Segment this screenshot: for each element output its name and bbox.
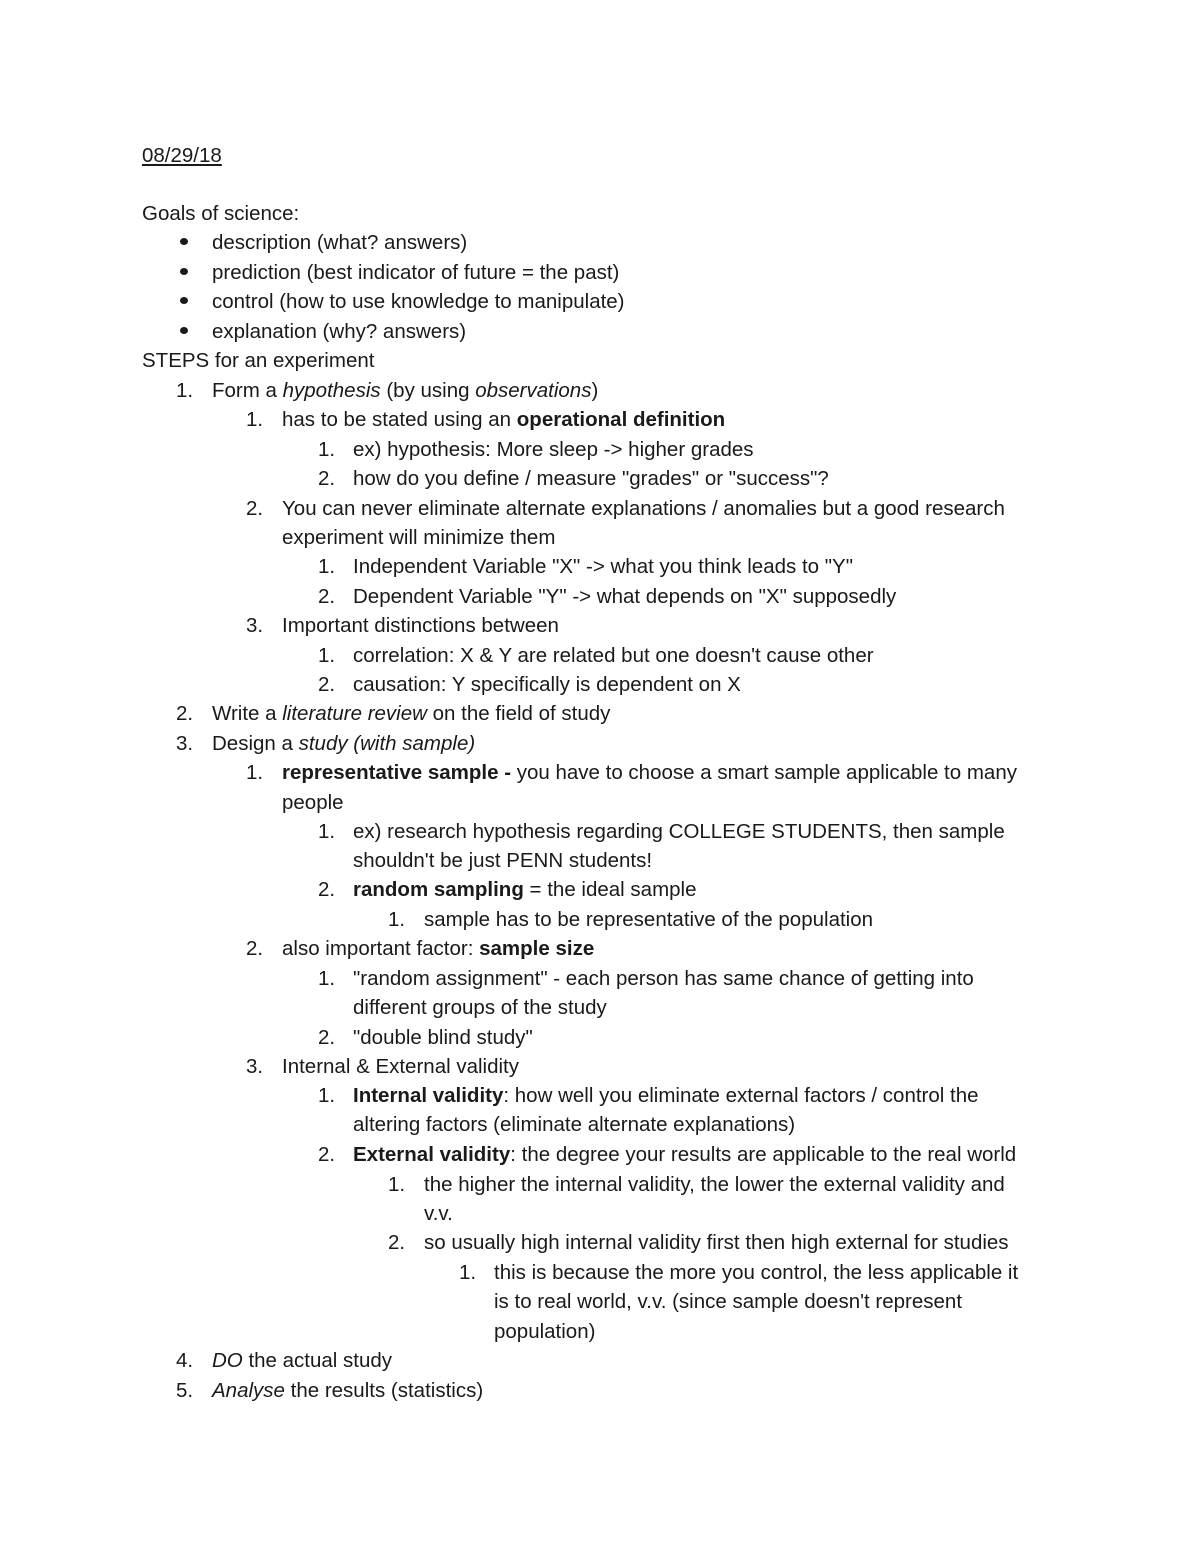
step-number: 1. bbox=[246, 408, 264, 431]
list-item: "double blind study" bbox=[353, 1026, 533, 1049]
step-5-text: Analyse the results (statistics) bbox=[212, 1379, 484, 1402]
list-item: altering factors (eliminate alternate explanations) bbox=[353, 1113, 796, 1136]
step-number: 1. bbox=[318, 1084, 336, 1107]
list-item: correlation: X & Y are related but one doesn't cause other bbox=[353, 644, 874, 667]
list-item: External validity: the degree your results are applicable to the real world bbox=[353, 1143, 1017, 1166]
date-heading: 08/29/18 bbox=[142, 144, 222, 167]
list-item: Dependent Variable "Y" -> what depends on "X" supposedly bbox=[353, 585, 897, 608]
list-item: Internal validity: how well you eliminate external factors / control the bbox=[353, 1084, 979, 1107]
step-number: 1. bbox=[176, 379, 194, 402]
step-3-2-text: also important factor: sample size bbox=[282, 937, 595, 960]
goal-item: control (how to use knowledge to manipulate) bbox=[212, 290, 625, 313]
step-3-1-text: representative sample - you have to choose a smart sample applicable to many bbox=[282, 761, 1017, 784]
list-item: the higher the internal validity, the lower the external validity and bbox=[424, 1173, 1005, 1196]
bullet-icon bbox=[180, 297, 188, 304]
step-number: 1. bbox=[318, 644, 336, 667]
list-item: is to real world, v.v. (since sample doesn't represent bbox=[494, 1290, 963, 1313]
step-number: 2. bbox=[246, 937, 264, 960]
step-number: 2. bbox=[318, 673, 336, 696]
list-item: sample has to be representative of the population bbox=[424, 908, 874, 931]
list-item: causation: Y specifically is dependent on X bbox=[353, 673, 741, 696]
step-number: 2. bbox=[318, 1143, 336, 1166]
step-number: 2. bbox=[318, 878, 336, 901]
list-item: population) bbox=[494, 1320, 596, 1343]
list-item: ex) research hypothesis regarding COLLEGE STUDENTS, then sample bbox=[353, 820, 1005, 843]
list-item: how do you define / measure "grades" or "success"? bbox=[353, 467, 829, 490]
list-item: v.v. bbox=[424, 1202, 453, 1225]
list-item: different groups of the study bbox=[353, 996, 607, 1019]
step-number: 1. bbox=[318, 555, 336, 578]
step-number: 2. bbox=[318, 585, 336, 608]
steps-heading: STEPS for an experiment bbox=[142, 349, 375, 372]
step-3-text: Design a study (with sample) bbox=[212, 732, 476, 755]
step-3-3-text: Internal & External validity bbox=[282, 1055, 520, 1078]
goal-item: explanation (why? answers) bbox=[212, 320, 467, 343]
step-number: 1. bbox=[459, 1261, 477, 1284]
step-number: 5. bbox=[176, 1379, 194, 1402]
list-item: "random assignment" - each person has same chance of getting into bbox=[353, 967, 974, 990]
step-4-text: DO the actual study bbox=[212, 1349, 393, 1372]
step-1-1-text: has to be stated using an operational definition bbox=[282, 408, 726, 431]
step-number: 1. bbox=[318, 820, 336, 843]
list-item: ex) hypothesis: More sleep -> higher grades bbox=[353, 438, 754, 461]
goal-item: prediction (best indicator of future = the past) bbox=[212, 261, 620, 284]
step-3-1-text: people bbox=[282, 791, 344, 814]
step-1-2-text: experiment will minimize them bbox=[282, 526, 556, 549]
bullet-icon bbox=[180, 238, 188, 245]
step-1-2-text: You can never eliminate alternate explanations / anomalies but a good research bbox=[282, 497, 1005, 520]
step-2-text: Write a literature review on the field of study bbox=[212, 702, 611, 725]
step-number: 1. bbox=[388, 1173, 406, 1196]
list-item: Independent Variable "X" -> what you think leads to "Y" bbox=[353, 555, 853, 578]
step-number: 3. bbox=[246, 614, 264, 637]
step-number: 2. bbox=[318, 467, 336, 490]
step-number: 3. bbox=[176, 732, 194, 755]
goal-item: description (what? answers) bbox=[212, 231, 468, 254]
goals-heading: Goals of science: bbox=[142, 202, 300, 225]
list-item: shouldn't be just PENN students! bbox=[353, 849, 653, 872]
list-item: this is because the more you control, the less applicable it bbox=[494, 1261, 1019, 1284]
step-1-text: Form a hypothesis (by using observations) bbox=[212, 379, 599, 402]
step-number: 2. bbox=[176, 702, 194, 725]
step-number: 2. bbox=[246, 497, 264, 520]
step-1-3-text: Important distinctions between bbox=[282, 614, 559, 637]
step-number: 2. bbox=[318, 1026, 336, 1049]
step-number: 1. bbox=[318, 967, 336, 990]
list-item: random sampling = the ideal sample bbox=[353, 878, 697, 901]
step-number: 1. bbox=[318, 438, 336, 461]
bullet-icon bbox=[180, 268, 188, 275]
step-number: 1. bbox=[246, 761, 264, 784]
list-item: so usually high internal validity first then high external for studies bbox=[424, 1231, 1009, 1254]
step-number: 4. bbox=[176, 1349, 194, 1372]
step-number: 3. bbox=[246, 1055, 264, 1078]
step-number: 1. bbox=[388, 908, 406, 931]
step-number: 2. bbox=[388, 1231, 406, 1254]
bullet-icon bbox=[180, 327, 188, 334]
